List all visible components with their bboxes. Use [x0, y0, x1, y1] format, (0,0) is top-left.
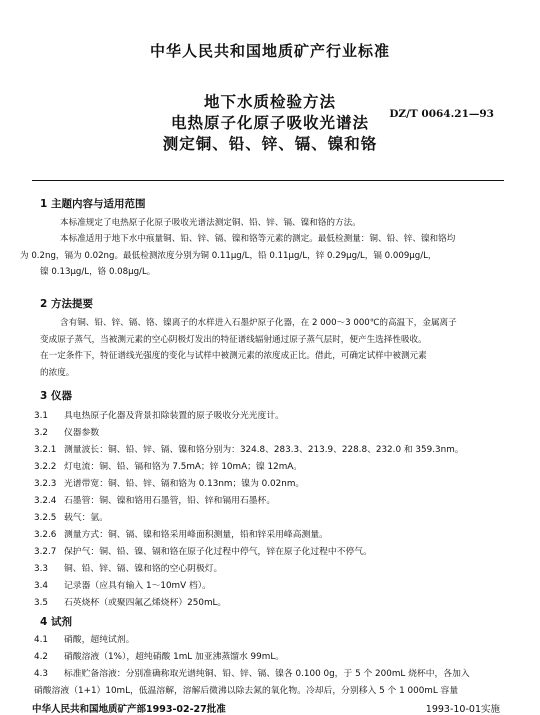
list-item: 3.4 记录器（应具有输入 1～10mV 档）。 [34, 581, 211, 591]
approval-footer: 中华人民共和国地质矿产部1993-02-27批准 [32, 704, 226, 715]
section-1-paragraph-2 [20, 231, 504, 281]
list-item: 3.2 仪器参数 [34, 428, 100, 438]
list-item: 3.5 石英烧杯（或聚四氟乙烯烧杯）250mL。 [34, 598, 227, 608]
list-item: 3.2.1 测量波长：铜、铅、锌、镉、镍和铬分别为：324.8、283.3、213.9、228.8、232.0 和 359.3nm。 [34, 445, 464, 455]
list-item: 4.2 硝酸溶液（1%），超纯硝酸 1mL 加亚沸蒸馏水 99mL。 [34, 652, 285, 662]
text-line: 本标准适用于地下水中痕量铜、铅、锌、镉、镍和铬等元素的测定。最低检测量：铜、铅、锌、镍和铬均 [60, 234, 456, 244]
standard-publisher: 中华人民共和国地质矿产行业标准 [149, 42, 390, 60]
section-1-paragraph-1 [40, 215, 504, 232]
list-item: 3.2.3 光谱带宽：铜、铅、锌、镉和铬为 0.13nm；镍为 0.02nm。 [34, 479, 305, 489]
list-item: 3.2.5 载气：氩。 [34, 513, 108, 523]
text-line: 镍 0.13μg/L，铬 0.08μg/L。 [40, 267, 156, 277]
list-item: 3.3 铜、铅、锌、镉、镍和铬的空心阴极灯。 [34, 564, 223, 574]
header-divider [32, 180, 504, 181]
list-item: 3.1 具电热原子化器及背景扣除装置的原子吸收分光光度计。 [34, 411, 284, 421]
section-3-heading: 3 仪器 [40, 390, 72, 402]
text-line: 的浓度。 [40, 367, 75, 378]
list-item: 3.2.6 测量方式：铜、镉、镍和铬采用峰面积测量，铅和锌采用峰高测量。 [34, 530, 328, 540]
list-item: 3.2.4 石墨管：铜、镍和铬用石墨管，铅、锌和镉用石墨杯。 [34, 496, 276, 506]
title-line-2: 电热原子化原子吸收光谱法 [170, 114, 369, 132]
section-4-heading: 4 试剂 [40, 616, 72, 628]
standard-code: DZ/T 0064.21—93 [389, 108, 494, 120]
text-line: 为 0.2ng，镉为 0.02ng。最低检测浓度分别为铜 0.11μg/L，铅 0.11μg/L，锌 0.29μg/L，镉 0.009μg/L， [20, 250, 437, 261]
implementation-footer: 1993-10-01实施 [425, 704, 500, 715]
text-line: 在一定条件下，特征谱线光强度的变化与试样中被测元素的浓度成正比。借此，可确定试样中被测元素 [40, 351, 427, 361]
list-item: 4.3 标准贮备溶液：分别准确称取光谱纯铜、铅、锌、镉、镍各 0.100 0g，于 5 个 200mL 烧杯中，各加入 [34, 669, 470, 679]
title-line-3: 测定铜、铅、锌、镉、镍和铬 [162, 135, 378, 153]
text-line: 含有铜、铅、锌、镉、铬、镍离子的水样进入石墨炉原子化器，在 2 000～3 000℃的高温下，金属离子 [60, 318, 457, 328]
title-line-1: 地下水质检验方法 [203, 93, 336, 111]
list-item: 3.2.2 灯电流：铜、铅、镉和铬为 7.5mA；锌 10mA；镍 12mA。 [34, 462, 303, 472]
text-line: 本标准规定了电热原子化原子吸收光谱法测定铜、铅、锌、镉、镍和铬的方法。 [60, 218, 361, 228]
section-2-paragraph [40, 315, 504, 381]
section-2-heading: 2 方法提要 [40, 298, 93, 310]
text-line: 硝酸溶液（1+1）10mL，低温溶解，溶解后微沸以除去氮的氧化物。冷却后，分别移入 5 个 1 000mL 容量 [34, 686, 459, 696]
text-line: 变成原子蒸气，当被测元素的空心阴极灯发出的特征谱线辐射通过原子蒸气层时，便产生选择性吸收。 [40, 334, 427, 345]
list-item: 4.1 硝酸，超纯试剂。 [34, 635, 135, 645]
section-1-heading: 1 主题内容与适用范围 [40, 198, 146, 210]
list-item: 3.2.7 保护气：铜、铅、镍、镉和铬在原子化过程中停气，锌在原子化过程中不停气。 [34, 547, 372, 557]
